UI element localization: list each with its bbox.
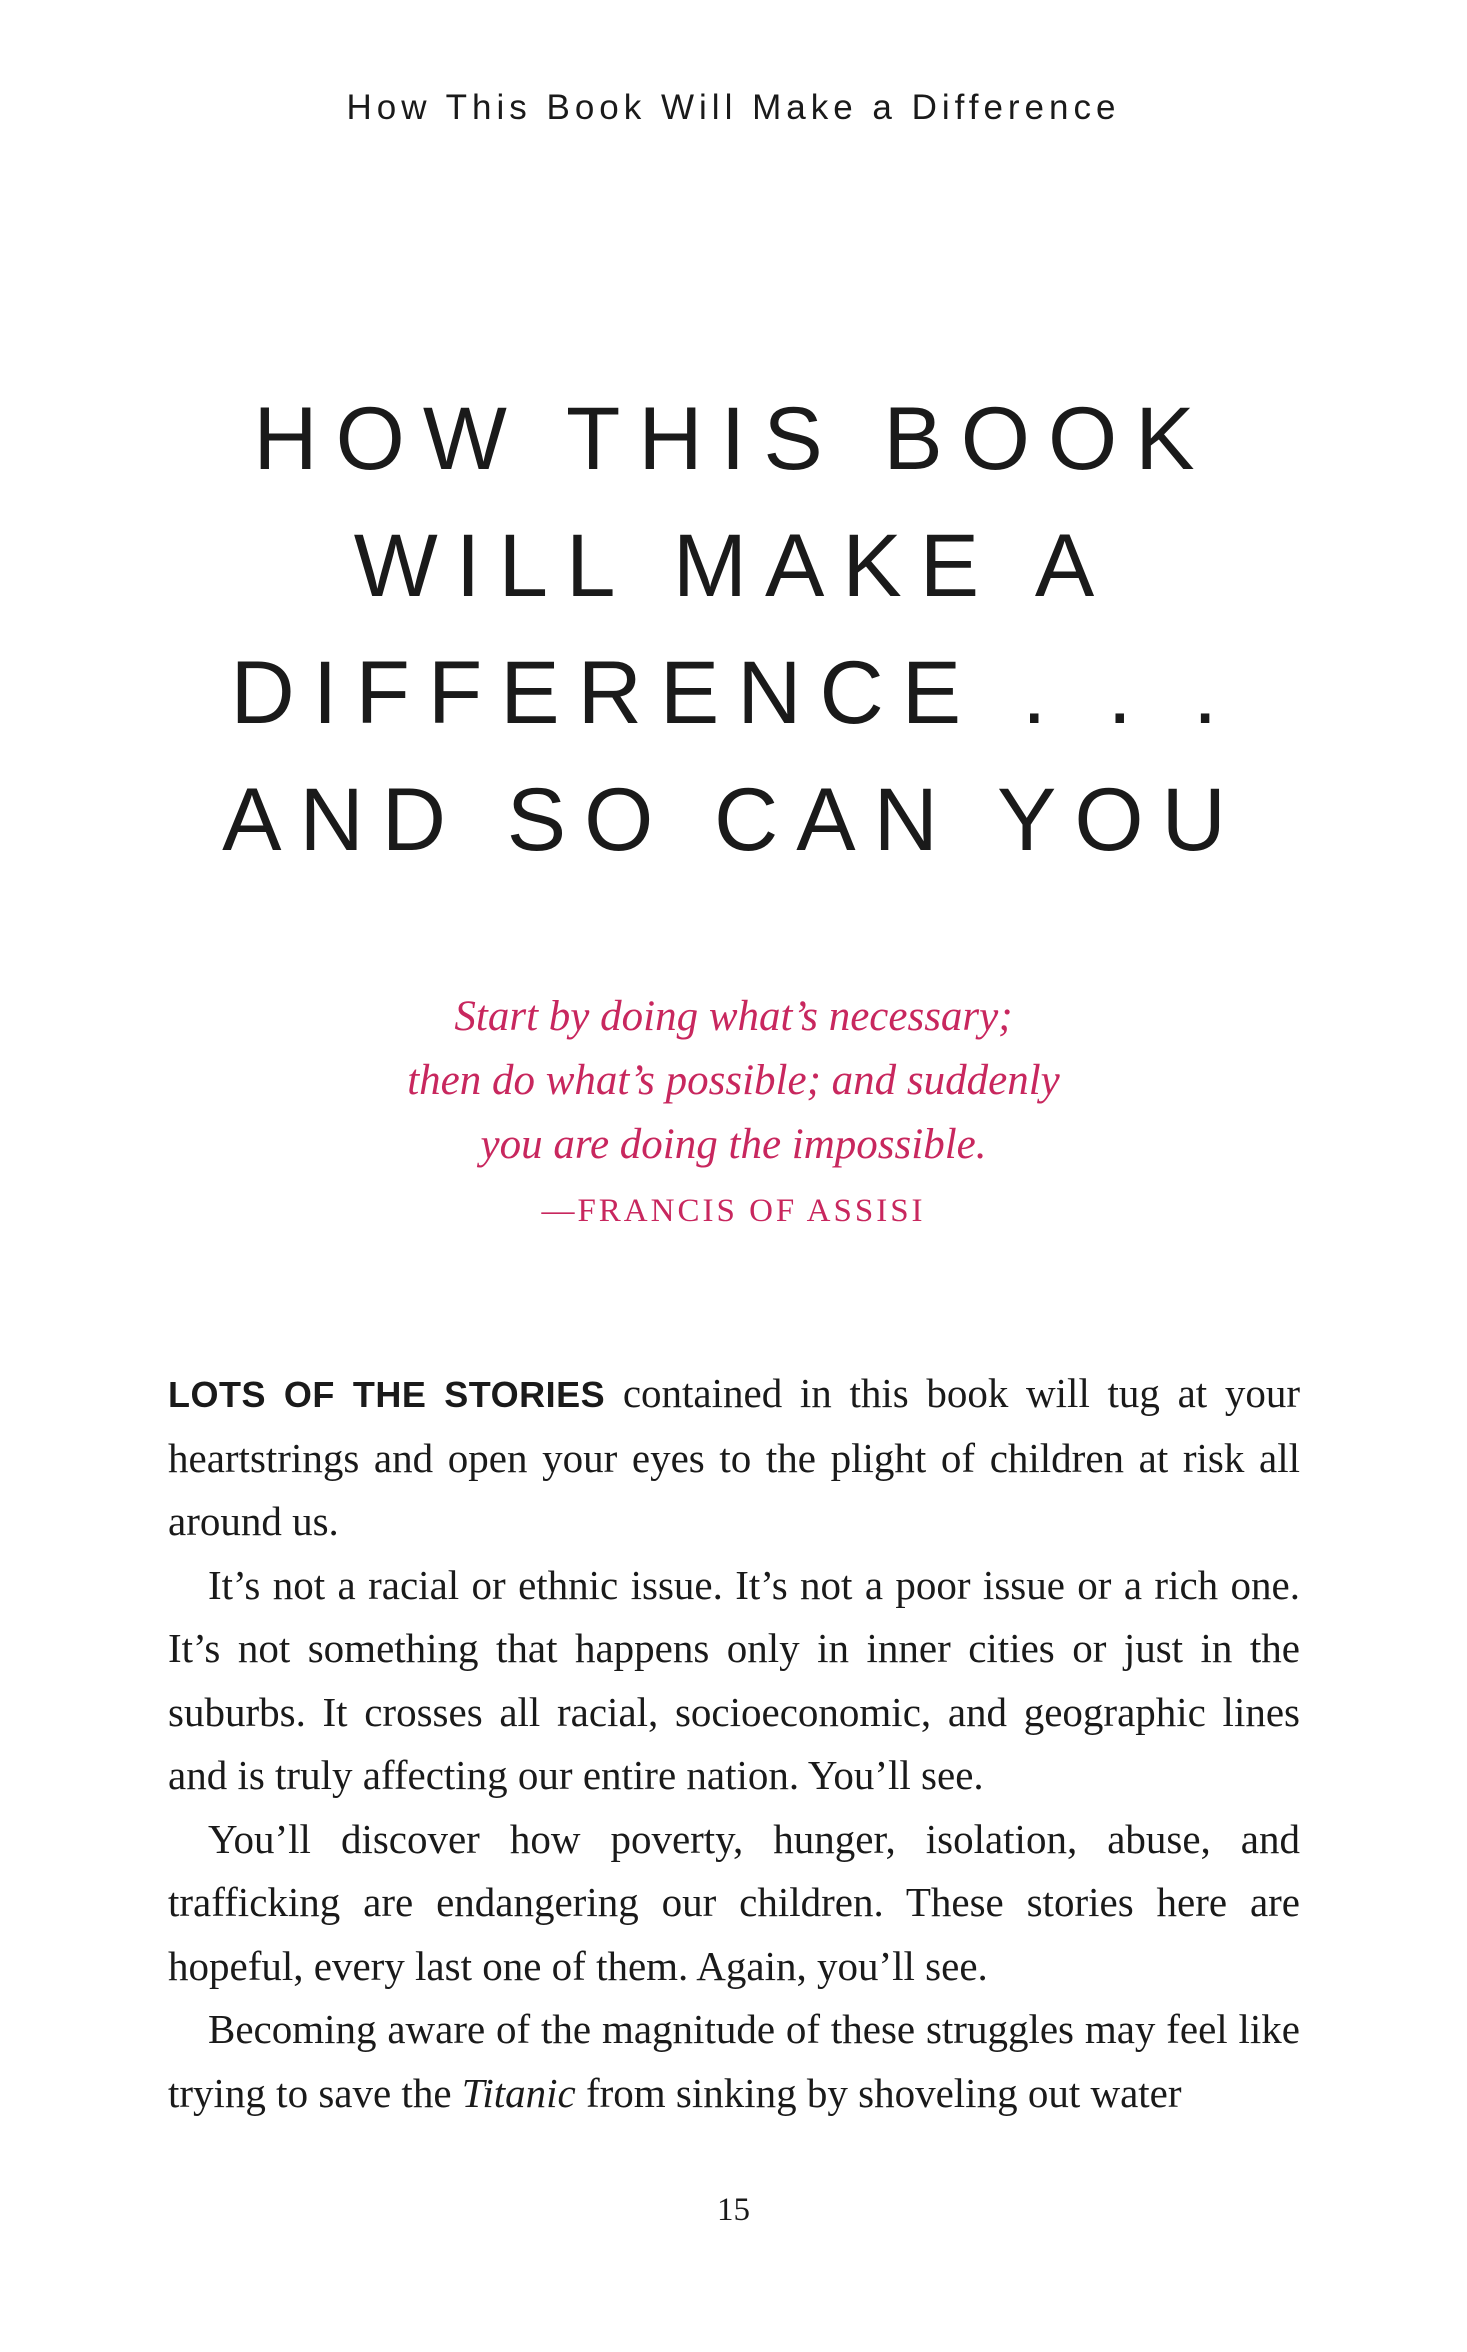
epigraph-line: you are doing the impossible. — [480, 1121, 987, 1168]
chapter-title — [183, 375, 1283, 883]
chapter-title-line: HOW THIS BOOK — [253, 388, 1213, 488]
lead-in: LOTS OF THE STORIES — [168, 1374, 606, 1415]
epigraph-line: then do what’s possible; and suddenly — [407, 1057, 1060, 1104]
paragraph-4 — [168, 1998, 1300, 2125]
paragraph-2: It’s not a racial or ethnic issue. It’s not a poor issue or a rich one. It’s not something that happens only in inner cities or just in the suburbs. It crosses all racial, socioeconomic, and geographic lines and is truly affecting our entire nation. You’ll see. — [168, 1561, 1300, 1798]
paragraph-1 — [168, 1362, 1300, 1554]
chapter-title-line: WILL MAKE A — [353, 515, 1113, 615]
paragraph-1-text: contained in this book will tug at your heartstrings and open your eyes to the plight of children at risk all around us. — [168, 1370, 1300, 1544]
chapter-title-line: AND SO CAN YOU — [222, 769, 1244, 869]
page-number: 15 — [717, 2192, 750, 2228]
epigraph-line: Start by doing what’s necessary; — [454, 993, 1013, 1040]
epigraph-attribution: —FRANCIS OF ASSISI — [541, 1193, 926, 1229]
body-text — [168, 1362, 1300, 2125]
titanic-italic: Titanic — [461, 2069, 576, 2116]
running-head: How This Book Will Make a Difference — [346, 88, 1121, 127]
epigraph — [0, 985, 1467, 1243]
chapter-title-line: DIFFERENCE . . . — [230, 642, 1236, 742]
paragraph-4-text-end: from sinking by shoveling out water — [575, 2069, 1182, 2116]
paragraph-4-text: Becoming aware of the magnitude of these struggles may feel like trying to save the — [168, 2006, 1300, 2116]
paragraph-3: You’ll discover how poverty, hunger, isolation, abuse, and trafficking are endangering our children. These stories here are hopeful, every last one of them. Again, you’ll see. — [168, 1815, 1300, 1989]
